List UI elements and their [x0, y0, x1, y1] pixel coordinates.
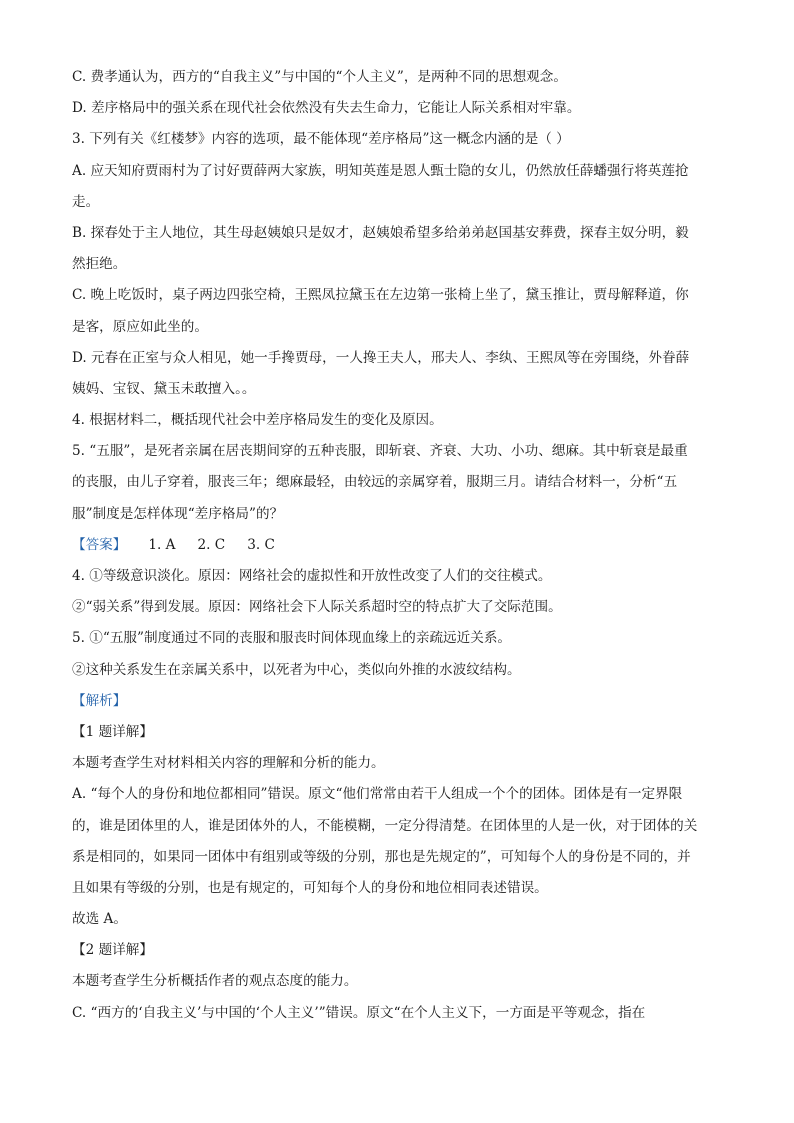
analysis-text: 系是相同的，如果同一团体中有组别或等级的分别，那也是先规定的”，可知每个人的身份是不同的，并 [72, 848, 691, 865]
analysis-text: 的，谁是团体里的人，谁是团体外的人，不能模糊，一定分得清楚。在团体里的人是一伙，对于团体的关 [72, 817, 698, 834]
answer-text: ②“弱关系”得到发展。原因：网络社会下人际关系超时空的特点扩大了交际范围。 [72, 599, 562, 616]
document-page [72, 62, 720, 1029]
answer-item: 3. C [247, 536, 275, 553]
answer-text: 4. ①等级意识淡化。原因：网络社会的虚拟性和开放性改变了人们的交往模式。 [72, 568, 552, 584]
analysis-text: 本题考查学生对材料相关内容的理解和分析的能力。 [72, 755, 385, 772]
question-3: 3. 下列有关《红楼梦》内容的选项，最不能体现“差序格局”这一概念内涵的是（ ） [72, 131, 570, 148]
question-5-cont: 的丧服，由儿子穿着，服丧三年；缌麻最轻，由较远的亲属穿着，服期三月。请结合材料一，分析“五 [72, 474, 678, 491]
analysis-text: 且如果有等级的分别，也是有规定的，可知每个人的身份和地位相同表述错误。 [72, 879, 548, 896]
analysis-heading: 【2 题详解】 [72, 942, 153, 959]
option-b-cont: 然拒绝。 [72, 256, 127, 273]
text-line: C. 费孝通认为，西方的“自我主义”与中国的“个人主义”，是两种不同的思想观念。 [72, 69, 567, 85]
analysis-tag: 【解析】 [72, 692, 127, 709]
question-5-cont: 服”制度是怎样体现“差序格局”的？ [72, 505, 284, 522]
option-d: D. 元春在正室与众人相见，她一手搀贾母，一人搀王夫人，邢夫人、李纨、王熙凤等在旁围绕，外眷薛 [72, 349, 690, 366]
analysis-text: C. “西方的‘自我主义’与中国的‘个人主义’”错误。原文“在个人主义下，一方面是平等观念，指在 [72, 1004, 646, 1021]
option-c-cont: 是客，原应如此坐的。 [72, 318, 208, 335]
text-line: D. 差序格局中的强关系在现代社会依然没有失去生命力，它能让人际关系相对牢靠。 [72, 100, 581, 117]
answer-text: ②这种关系发生在亲属关系中，以死者为中心，类似向外推的水波纹结构。 [72, 661, 521, 678]
analysis-text: 本题考查学生分析概括作者的观点态度的能力。 [72, 973, 358, 990]
option-a-cont: 走。 [72, 193, 100, 210]
answer-tag: 【答案】 [72, 536, 127, 553]
answer-text: 5. ①“五服”制度通过不同的丧服和服丧时间体现血缘上的亲疏远近关系。 [72, 630, 512, 647]
option-b: B. 探春处于主人地位，其生母赵姨娘只是奴才，赵姨娘希望多给弟弟赵国基安葬费，探春主奴分明，毅 [72, 224, 689, 241]
option-a: A. 应天知府贾雨村为了讨好贾薛两大家族，明知英莲是恩人甄士隐的女儿，仍然放任薛蟠强行将英莲抢 [72, 162, 689, 179]
question-5: 5. “五服”，是死者亲属在居丧期间穿的五种丧服，即斩衰、齐衰、大功、小功、缌麻。其中斩衰是最重 [72, 443, 688, 460]
question-4: 4. 根据材料二，概括现代社会中差序格局发生的变化及原因。 [72, 412, 443, 429]
analysis-text: 故选 A。 [72, 911, 127, 928]
answer-item: 1. A [148, 536, 176, 553]
answer-item: 2. C [197, 536, 226, 553]
answer-line [72, 530, 720, 561]
option-d-cont: 姨妈、宝钗、黛玉未敢擅入。。 [72, 380, 256, 397]
analysis-text: A. “每个人的身份和地位都相同”错误。原文“他们常常由若干人组成一个个的团体。团体是有一定界限 [72, 786, 683, 803]
analysis-heading: 【1 题详解】 [72, 723, 153, 740]
option-c: C. 晚上吃饭时，桌子两边四张空椅，王熙凤拉黛玉在左边第一张椅上坐了，黛玉推让，贾母解释道，你 [72, 287, 689, 304]
